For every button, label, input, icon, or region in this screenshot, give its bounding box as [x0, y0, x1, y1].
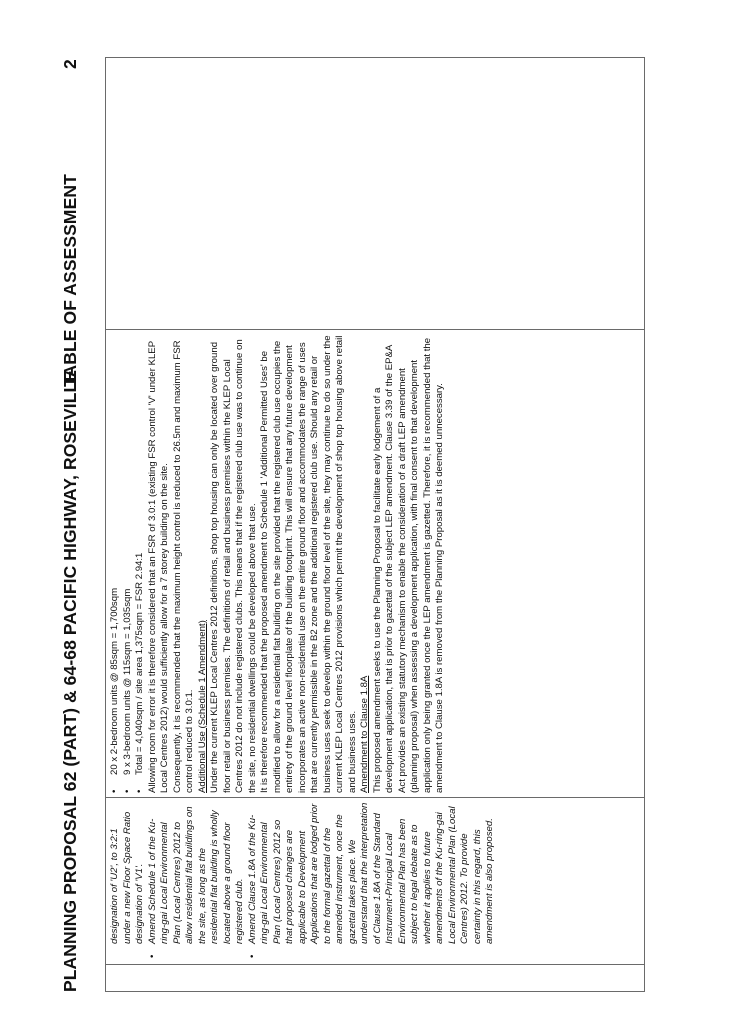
proposal-bullet-1: Amend Schedule 1 of the Ku-ring-gai Local Environmental Plan (Local Centres) 2012 to allow residential flat buildings on the site, as long as the residential flat building is wholly located above a ground floor registered club. — [146, 806, 245, 944]
bullet-icon: • — [146, 954, 158, 958]
paragraph: Consequently, it is recommended that the maximum height control is reduced to 26.5m and maximum FSR control reduced to 3.0:1. — [171, 340, 195, 793]
bullet-icon: • — [121, 789, 133, 793]
list-item — [109, 334, 122, 793]
empty-cell — [106, 965, 645, 992]
assessment-cell — [106, 330, 645, 798]
subheading-additional-use: Additional Use (Schedule 1 Amendment) — [196, 620, 208, 793]
paragraph: This proposed amendment seeks to use the Planning Proposal to facilitate early lodgement of a development application, that is prior to gazettal of the subject LEP amendment. Clause 3.39 of the EP&A Act provides an existing statutory mechanism to enable the consideration of a draft LEP amendment (planning proposal) when assessing a development application, with final consent to that development application only being granted once the LEP amendment is gazetted. Therefore, it is recommended that the amendment to Clause 1.8A is removed from the Planning Proposal as it is deemed unnecessary. — [371, 337, 445, 793]
proposal-cell — [106, 798, 645, 965]
proposal-bullet-2: Amend Clause 1.8A of the Ku-ring-gai Local Environmental Plan (Local Centres) 2012 so that proposed changes are applicable to Development Applications that are lodged prior to the formal gazettal of the amended instrument, once the gazettal takes place. We understand that the interpretation of Clause 1.8A of the Standard Instrument-Principal Local Environmental Plan has been subject to legal debate as to whether it applies to future amendments of the Ku-ring-gai Local Environmental Plan (Local Centres) 2012. To provide certainty in this regard, this amendment is also proposed. — [246, 802, 495, 944]
table-row — [106, 58, 645, 992]
paragraph: Under the current KLEP Local Centres 2012 definitions, shop top housing can only be located over ground floor retail or business premises. The definitions of retail and business premises within the KLEP Local Centres 2012 do not include registered clubs. This means that if the registered club use was to continue on the site, no residential dwellings could be developed above that use. — [209, 339, 258, 793]
calc-line-3: Total = 4,040sqm / site area 1,375sqm = FSR 2.94:1 — [134, 552, 145, 775]
calc-line-2: 9 x 3-bedroom units @ 115sqm = 1,035sqm — [121, 588, 133, 775]
subheading-clause-amendment: Amendment to Clause 1.8A — [359, 675, 370, 793]
bullet-icon: • — [109, 789, 120, 793]
paragraph: Allowing room for error it is therefore considered that an FSR of 3.0:1 (existing FSR control 'V' under KLEP Local Centres 2012) would sufficiently allow for a 7 storey building on the site. — [146, 341, 170, 793]
proposal-intro: designation of 'U2', to 3:2:1 under a new Floor Space Ratio designation of 'V1'. — [109, 811, 145, 944]
calc-line-1: 20 x 2-bedroom units @ 85sqm = 1,700sqm — [109, 587, 120, 775]
list-item — [134, 334, 147, 793]
list-item — [147, 802, 247, 958]
bullet-icon: • — [134, 789, 145, 793]
empty-cell — [106, 58, 645, 330]
calc-list — [109, 334, 147, 793]
list-item — [247, 802, 497, 958]
page-number: 2 — [60, 59, 80, 69]
section-heading: TABLE OF ASSESSMENT — [60, 174, 80, 387]
paragraph: It is therefore recommended that the proposed amendment to Schedule 1 'Additional Permitted Uses' be modified to allow for a residential flat building on the site provided that the registered club use occupies the entirety of the ground level floorplate of the building footprint. This will ensure that any future development incorporates an active non-residential use on the entire ground floor and accommodates the range of uses that are currently permissible in the B2 zone and the additional registered club use. Should any retail or business uses seek to develop within the ground floor level of the site, they may continue to do so under the current KLEP Local Centres 2012 provisions which permit the development of shop top housing above retail and business uses. — [259, 335, 358, 793]
list-item — [122, 334, 135, 793]
bullet-icon: • — [246, 954, 258, 958]
document-title: PLANNING PROPOSAL 62 (PART) & 64-68 PACIFIC HIGHWAY, ROSEVILLE — [60, 369, 80, 992]
assessment-table — [105, 57, 645, 992]
proposal-list — [147, 802, 497, 958]
